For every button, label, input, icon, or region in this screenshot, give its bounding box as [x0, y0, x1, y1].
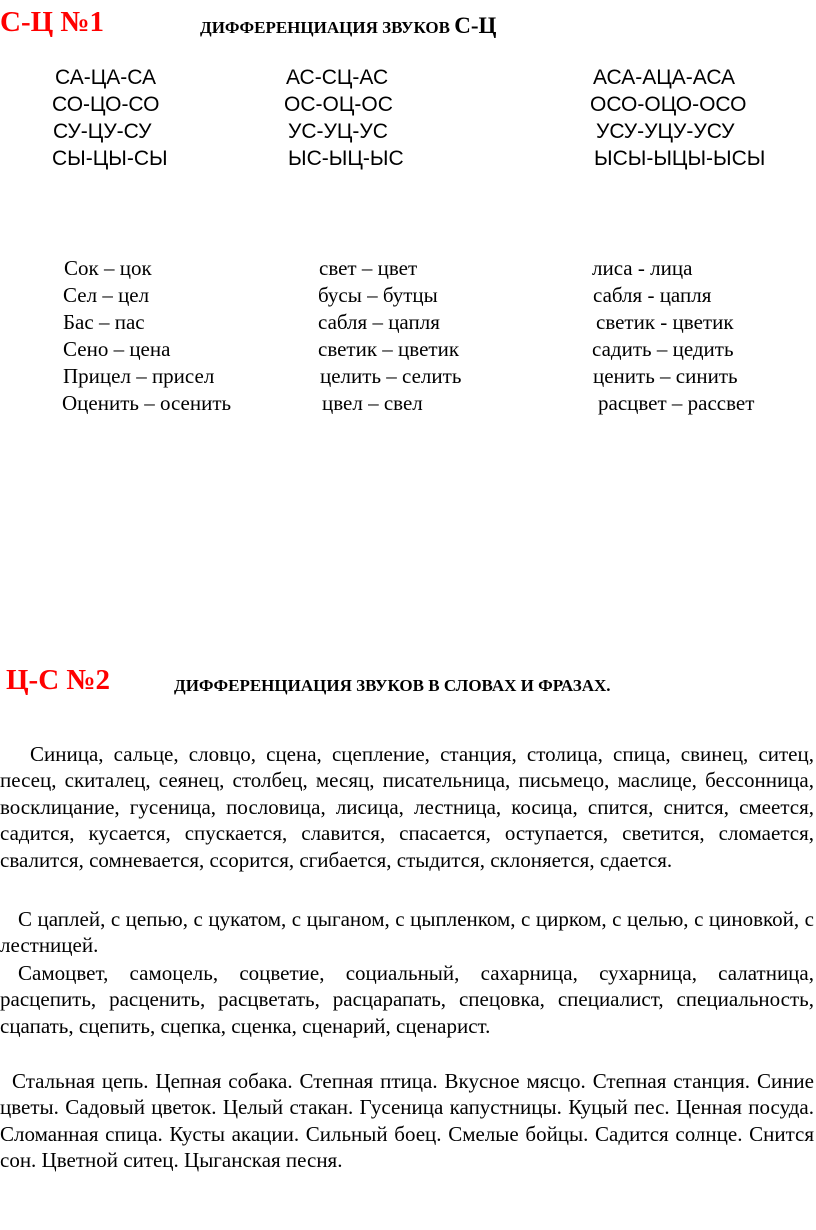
word-pair-c1-r1: Сок – цок: [64, 256, 152, 280]
word-pair-c3-r1: лиса - лица: [592, 256, 693, 280]
word-pair-c1-r4: Сено – цена: [63, 337, 171, 361]
syllable-c2-r3: УС-УЦ-УС: [288, 120, 388, 143]
paragraph-sentences-text: Стальная цепь. Цепная собака. Степная птица. Вкусное мясцо. Степная станция. Синие цветы. Садовый цветок. Целый стакан. Гусеница капустницы. Куцый пес. Ценная посуда. Сломанная спица. Кусты акации. Сильный боец. Смелые бойцы. Садится солнце. Снится сон. Цветной ситец. Цыганская песня.: [0, 1069, 814, 1173]
paragraph-sentences: [0, 1068, 814, 1174]
word-pair-c2-r1: свет – цвет: [319, 256, 418, 280]
syllable-c3-r3: УСУ-УЦУ-УСУ: [596, 120, 735, 143]
word-pair-c3-r6: расцвет – рассвет: [598, 391, 755, 415]
word-pair-c2-r2: бусы – бутцы: [318, 283, 438, 307]
section1-title: С-Ц №1: [0, 6, 105, 38]
syllable-c1-r2: СО-ЦО-СО: [52, 93, 160, 116]
syllable-c1-r1: СА-ЦА-СА: [55, 66, 156, 89]
syllable-c1-r4: СЫ-ЦЫ-СЫ: [52, 147, 168, 170]
section1-heading-main: ДИФФЕРЕНЦИАЦИЯ ЗВУКОВ: [200, 18, 450, 37]
word-pair-c2-r5: целить – селить: [320, 364, 462, 388]
paragraph-compound-words: [0, 960, 814, 1039]
word-pair-c2-r3: сабля – цапля: [318, 310, 440, 334]
word-pair-c1-r5: Прицел – присел: [63, 364, 215, 388]
section1-heading: [200, 13, 496, 39]
section2-title: Ц-С №2: [6, 664, 111, 696]
syllable-c3-r1: АСА-АЦА-АСА: [593, 66, 736, 89]
syllable-c1-r3: СУ-ЦУ-СУ: [53, 120, 152, 143]
word-pair-c3-r5: ценить – синить: [593, 364, 738, 388]
section1-heading-tail: С-Ц: [454, 13, 497, 38]
paragraph-words-text: Синица, сальце, словцо, сцена, сцепление, станция, столица, спица, свинец, ситец, песец, скиталец, сеянец, столбец, месяц, писательница, письмецо, маслице, бессонница, восклицание, гусеница, пословица, лисица, лестница, косица, спится, снится, смеется, садится, кусается, спускается, славится, спасается, оступается, светится, сломается, свалится, сомневается, ссорится, сгибается, стыдится, склоняется, сдается.: [0, 742, 814, 872]
syllable-c3-r4: ЫСЫ-ЫЦЫ-ЫСЫ: [594, 147, 766, 170]
section2-heading: ДИФФЕРЕНЦИАЦИЯ ЗВУКОВ В СЛОВАХ И ФРАЗАХ.: [174, 676, 611, 695]
syllable-c3-r2: ОСО-ОЦО-ОСО: [590, 93, 747, 116]
word-pair-c2-r6: цвел – свел: [322, 391, 423, 415]
paragraph-compound-words-text: Самоцвет, самоцель, соцветие, социальный, сахарница, сухарница, салатница, расцепить, расценить, расцветать, расцарапать, спецовка, специалист, специальность, сцапать, сцепить, сцепка, сценка, сценарий, сценарист.: [0, 961, 814, 1038]
syllable-c2-r1: АС-СЦ-АС: [286, 66, 389, 89]
word-pair-c1-r3: Бас – пас: [63, 310, 145, 334]
word-pair-c3-r3: светик - цветик: [596, 310, 734, 334]
word-pair-c2-r4: светик – цветик: [318, 337, 460, 361]
syllable-c2-r2: ОС-ОЦ-ОС: [284, 93, 393, 116]
paragraph-phrases: [0, 906, 814, 959]
word-pair-c3-r2: сабля - цапля: [593, 283, 712, 307]
paragraph-phrases-text: С цаплей, с цепью, с цукатом, с цыганом, с цыпленком, с цирком, с целью, с циновкой, с лестницей.: [0, 907, 814, 958]
syllable-c2-r4: ЫС-ЫЦ-ЫС: [288, 147, 404, 170]
word-pair-c1-r2: Сел – цел: [63, 283, 150, 307]
word-pair-c3-r4: садить – цедить: [592, 337, 734, 361]
paragraph-words: [0, 741, 814, 873]
word-pair-c1-r6: Оценить – осенить: [62, 391, 232, 415]
